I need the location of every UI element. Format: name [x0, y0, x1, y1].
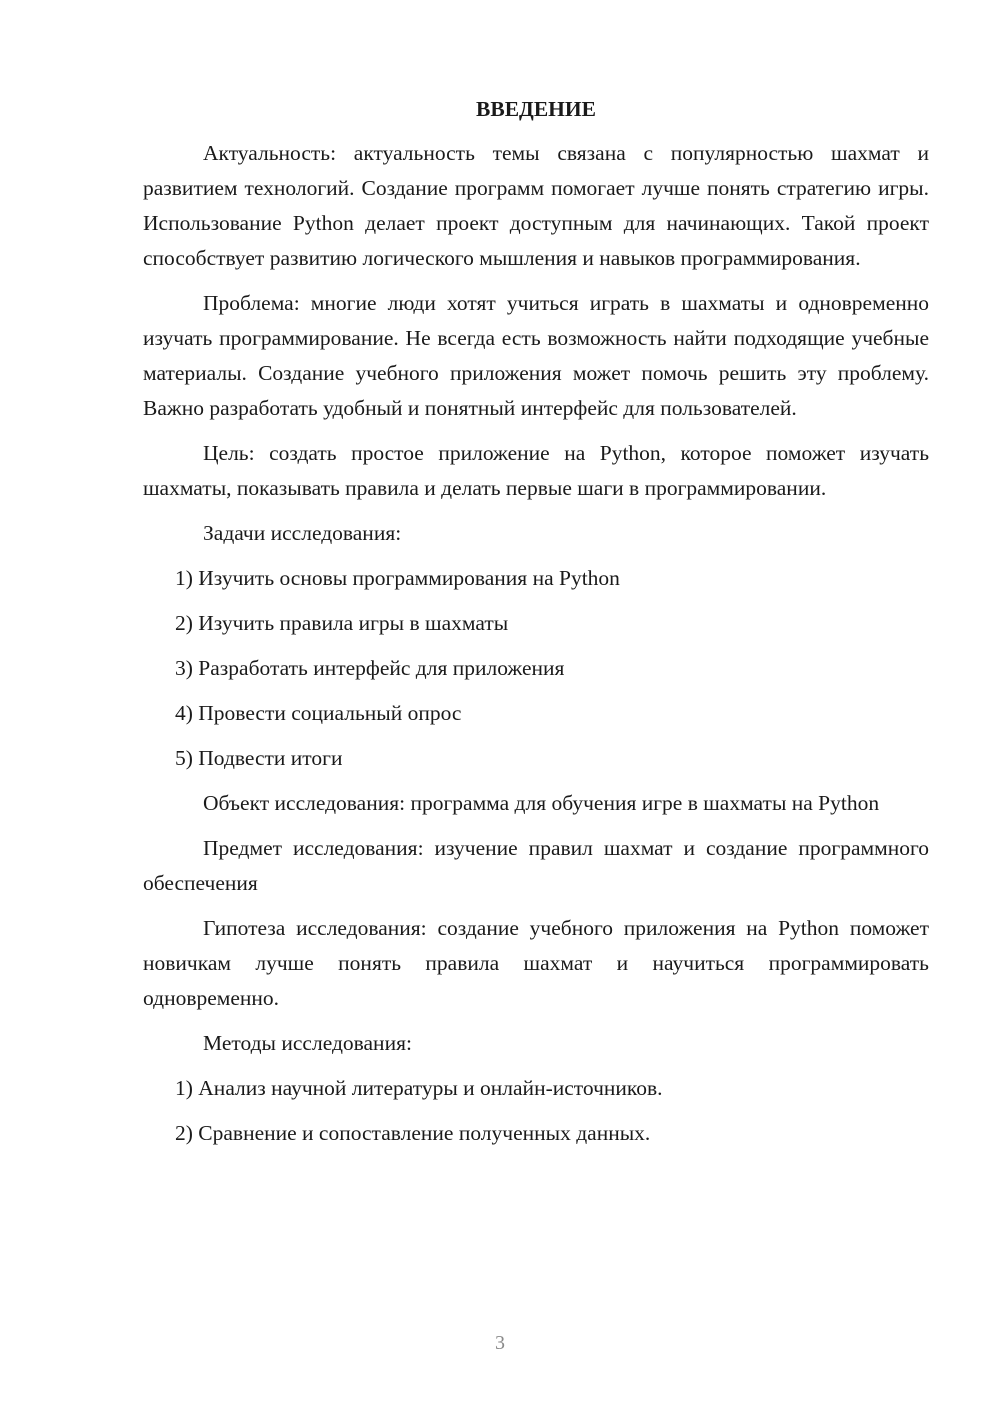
task-item: 1) Изучить основы программирования на Python	[175, 566, 620, 590]
object-paragraph: Объект исследования: программа для обучения игре в шахматы на Python	[203, 791, 880, 815]
goal-paragraph: Цель: создать простое приложение на Python, которое поможет изучать шахматы, показывать правила и делать первые шаги в программировании.	[143, 441, 929, 500]
task-item: 3) Разработать интерфейс для приложения	[175, 656, 565, 680]
method-item: 1) Анализ научной литературы и онлайн-источников.	[175, 1076, 663, 1100]
relevance-paragraph: Актуальность: актуальность темы связана с популярностью шахмат и развитием технологий. Создание программ помогает лучше понять стратегию игры. Использование Python делает проект доступным для начинающих. Такой проект способствует развитию логического мышления и навыков программирования.	[143, 141, 929, 270]
page-number: 3	[495, 1332, 505, 1354]
subject-paragraph: Предмет исследования: изучение правил шахмат и создание программного обеспечения	[143, 836, 929, 895]
task-item: 2) Изучить правила игры в шахматы	[175, 611, 509, 635]
tasks-label: Задачи исследования:	[203, 521, 402, 545]
task-item: 5) Подвести итоги	[175, 746, 343, 770]
method-item: 2) Сравнение и сопоставление полученных данных.	[175, 1121, 651, 1145]
task-item: 4) Провести социальный опрос	[175, 701, 462, 725]
hypothesis-paragraph: Гипотеза исследования: создание учебного приложения на Python поможет новичкам лучше понять правила шахмат и научиться программировать одновременно.	[143, 916, 929, 1010]
document-page	[143, 92, 929, 1161]
problem-paragraph: Проблема: многие люди хотят учиться играть в шахматы и одновременно изучать программирование. Не всегда есть возможность найти подходящие учебные материалы. Создание учебного приложения может помочь решить эту проблему. Важно разработать удобный и понятный интерфейс для пользователей.	[143, 291, 929, 420]
methods-label: Методы исследования:	[203, 1031, 412, 1055]
page-title: ВВЕДЕНИЕ	[476, 97, 596, 121]
